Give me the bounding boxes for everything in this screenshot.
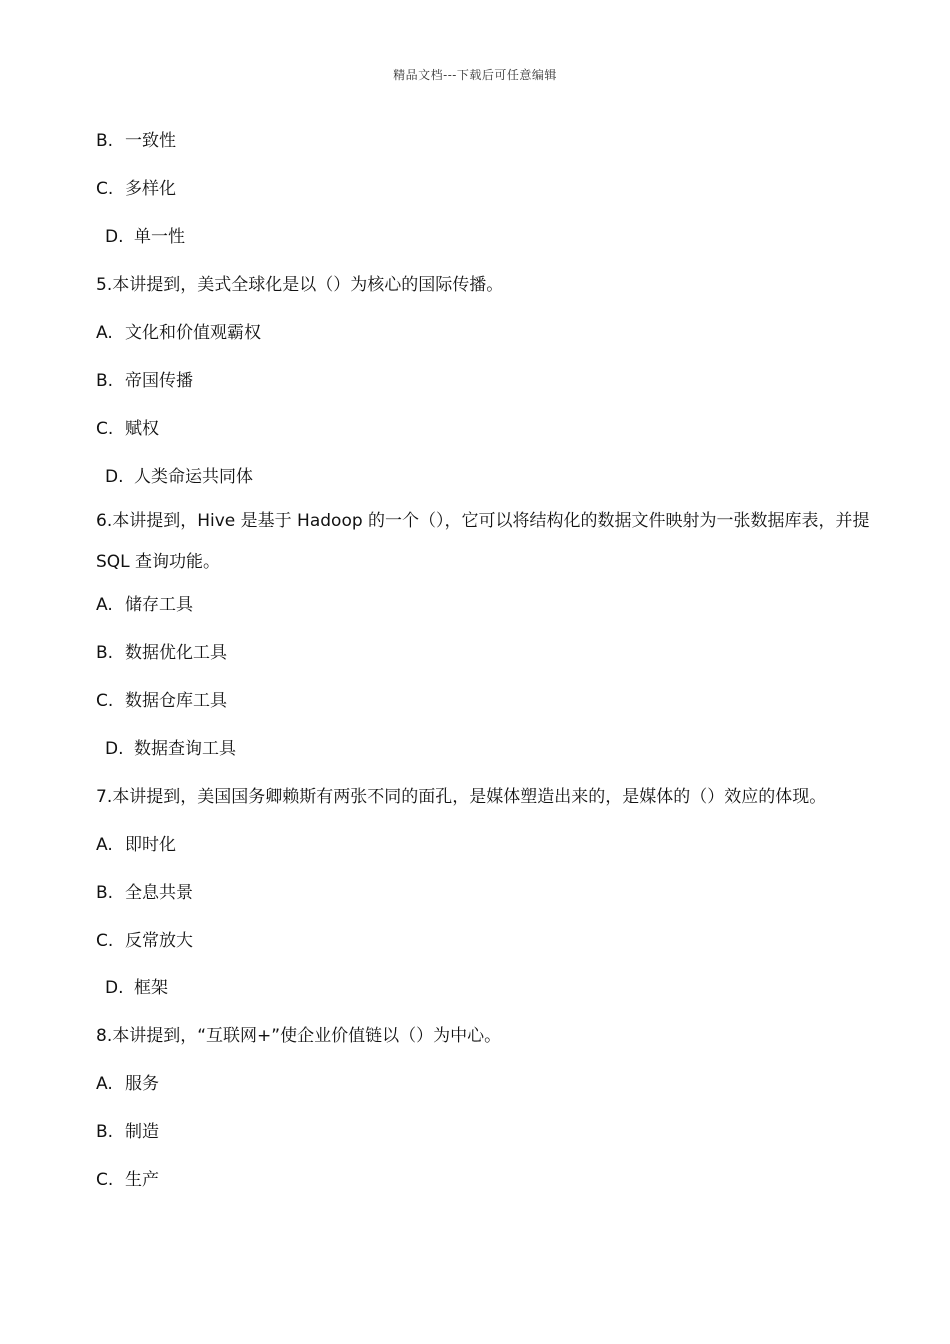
option-text: 全息共景: [125, 883, 193, 903]
option-letter: A.: [96, 595, 113, 615]
option-text: 即时化: [125, 835, 176, 855]
option-letter: A.: [96, 835, 113, 855]
option-letter: B.: [96, 643, 114, 663]
option-text: 一致性: [125, 131, 176, 151]
option-text: 单一性: [134, 227, 185, 247]
option-b: [96, 370, 193, 392]
question-8: 8.本讲提到，“互联网+”使企业价值链以（）为中心。: [96, 1026, 502, 1046]
option-text: 文化和价值观霸权: [125, 323, 261, 343]
option-a: [96, 322, 261, 344]
option-text: 人类命运共同体: [134, 467, 253, 487]
option-letter: A.: [96, 1074, 113, 1094]
option-text: 赋权: [125, 419, 159, 439]
option-text: 制造: [125, 1122, 159, 1142]
option-letter: B.: [96, 131, 114, 151]
option-letter: B.: [96, 371, 114, 391]
option-b: [96, 130, 176, 152]
option-text: 多样化: [125, 179, 176, 199]
option-a: [96, 834, 176, 856]
question-6-continuation: SQL 查询功能。: [96, 552, 221, 572]
option-text: 生产: [125, 1170, 159, 1190]
option-d: [105, 466, 253, 488]
option-letter: B.: [96, 883, 114, 903]
option-text: 帝国传播: [125, 371, 193, 391]
option-letter: C.: [96, 1170, 114, 1190]
option-b: [96, 642, 227, 664]
option-text: 储存工具: [125, 595, 193, 615]
option-letter: C.: [96, 691, 114, 711]
option-letter: A.: [96, 323, 113, 343]
question-7: 7.本讲提到，美国国务卿赖斯有两张不同的面孔，是媒体塑造出来的，是媒体的（）效应的体现。: [96, 787, 827, 807]
option-c: [96, 930, 193, 952]
option-letter: B.: [96, 1122, 114, 1142]
option-b: [96, 1121, 159, 1143]
question-6: 6.本讲提到，Hive 是基于 Hadoop 的一个（），它可以将结构化的数据文件映射为一张数据库表，并提: [96, 511, 870, 531]
option-text: 反常放大: [125, 931, 193, 951]
option-letter: D.: [105, 739, 124, 759]
option-letter: D.: [105, 467, 124, 487]
option-c: [96, 178, 176, 200]
option-letter: D.: [105, 227, 124, 247]
option-c: [96, 418, 159, 440]
option-c: [96, 690, 227, 712]
option-letter: C.: [96, 931, 114, 951]
option-text: 服务: [125, 1074, 159, 1094]
option-text: 数据优化工具: [125, 643, 227, 663]
page-header: 精品文档---下载后可任意编辑: [393, 68, 557, 82]
option-text: 数据仓库工具: [125, 691, 227, 711]
option-text: 框架: [134, 978, 168, 998]
option-letter: C.: [96, 179, 114, 199]
option-text: 数据查询工具: [134, 739, 236, 759]
option-a: [96, 594, 193, 616]
option-a: [96, 1073, 159, 1095]
option-c: [96, 1169, 159, 1191]
option-letter: D.: [105, 978, 124, 998]
option-d: [105, 738, 236, 760]
option-letter: C.: [96, 419, 114, 439]
question-5: 5.本讲提到，美式全球化是以（）为核心的国际传播。: [96, 275, 504, 295]
option-d: [105, 977, 168, 999]
option-d: [105, 226, 185, 248]
option-b: [96, 882, 193, 904]
